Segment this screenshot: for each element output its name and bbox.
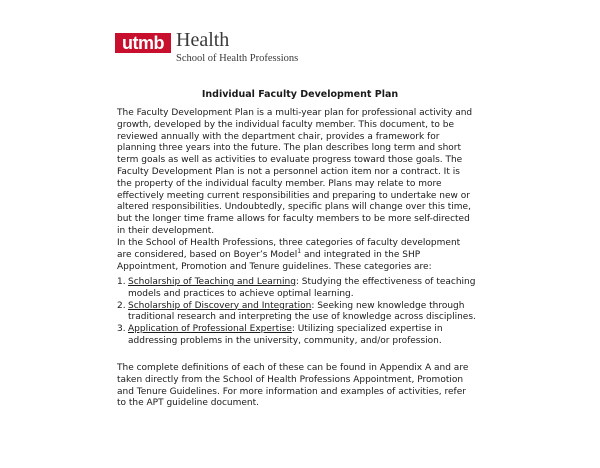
list-number: 3. — [117, 324, 126, 335]
paragraph-text: In the School of Health Professions, three categories of faculty development are considered, based on Boyer’s Model — [117, 238, 461, 260]
logo-health-text: Health — [176, 29, 230, 51]
list-number: 2. — [117, 300, 126, 311]
category-name: Application of Professional Expertise — [128, 324, 292, 335]
intro-paragraph — [117, 108, 477, 238]
category-name: Scholarship of Discovery and Integration — [128, 300, 312, 311]
categories-intro-paragraph — [117, 238, 477, 273]
list-item — [117, 277, 477, 301]
category-description: : Seeking new knowledge through traditional research and interpreting the use of knowledge across disciplines. — [128, 300, 476, 323]
paragraph-text: The Faculty Development Plan is a multi-year plan for professional activity and growth, developed by the individual faculty member. This document, to be reviewed annually with the department chair, provides a framework for planning three years into the future. The plan describes long term and short term goals as well as activities to evaluate progress toward those goals. The Faculty Development Plan is not a personnel action item nor a contract. It is the property of the individual faculty member. Plans may relate to more effectively meeting current responsibilities and preparing to undertake new or altered responsibilities. Undoubtedly, specific plans will change over this time, but the longer time frame allows for faculty members to be more self-directed in their development. — [117, 108, 473, 236]
logo-badge: utmb — [115, 33, 171, 53]
footnote-marker: 1 — [297, 247, 302, 255]
closing-paragraph — [117, 363, 477, 410]
logo-school-text: School of Health Professions — [176, 53, 299, 64]
category-description: : Studying the effectiveness of teaching models and practices to achieve optimal learning. — [128, 277, 476, 299]
paragraph-text: The complete definitions of each of these can be found in Appendix A and are taken directly from the School of Health Professions Appointment, Promotion and Tenure Guidelines. For more information and examples of activities, refer to the APT guideline document. — [117, 363, 469, 409]
document-title: Individual Faculty Development Plan — [201, 89, 399, 100]
categories-list — [117, 277, 477, 348]
list-number: 1. — [117, 277, 126, 287]
list-item — [117, 324, 477, 348]
category-description: : Utilizing specialized expertise in addressing problems in the university, community, and/or profession. — [128, 324, 443, 346]
list-item — [117, 301, 477, 325]
category-name: Scholarship of Teaching and Learning — [128, 277, 296, 287]
paragraph-text-continued: and integrated in the SHP Appointment, Promotion and Tenure guidelines. These categories are: — [117, 249, 432, 272]
utmb-health-logo — [115, 29, 305, 67]
